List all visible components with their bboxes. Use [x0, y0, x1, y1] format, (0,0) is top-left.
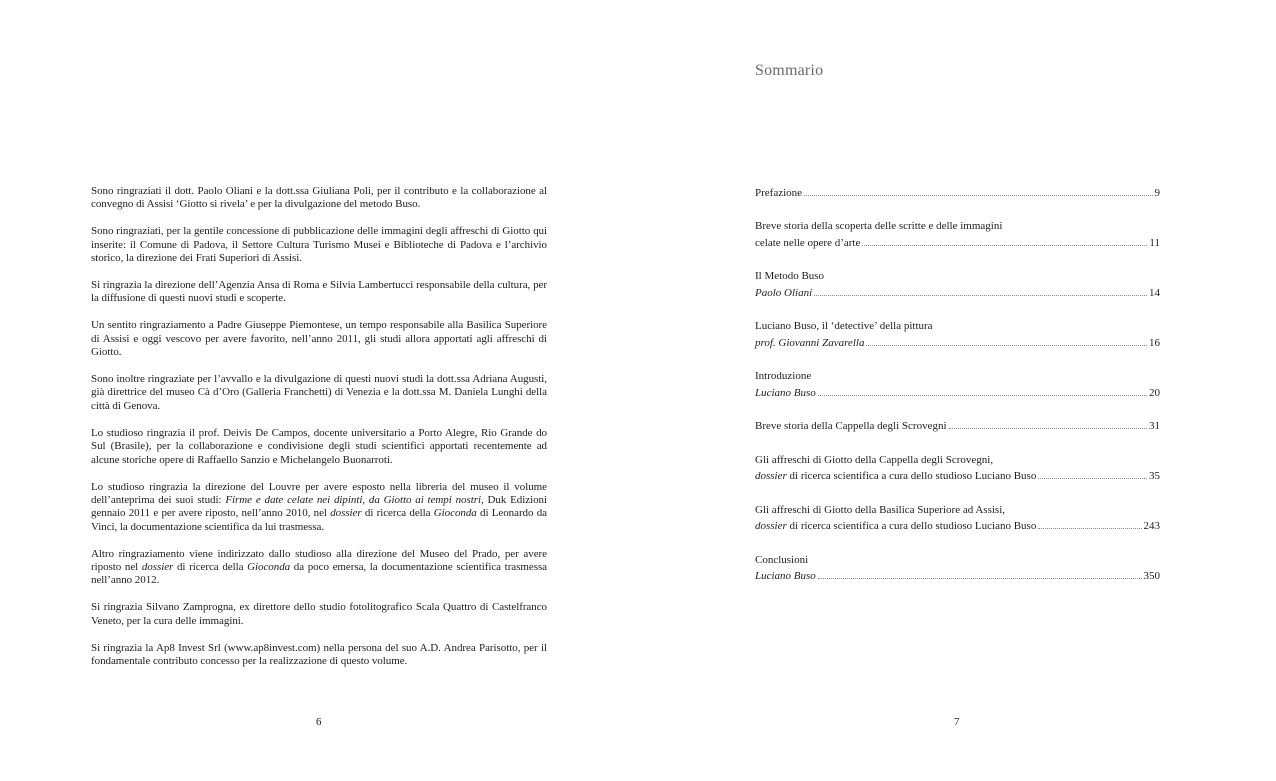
acknowledgement-paragraph: [91, 548, 547, 588]
paragraph-text: Sono ringraziati, per la gentile concessione di pubblicazione delle immagini degli affreschi di Giotto qui inserite: il Comune di Padova, il Settore Cultura Turismo Musei e Biblioteche di Padova e l’archivio storico, la direzione dei Frati Superiori di Assisi.: [91, 225, 547, 265]
acknowledgement-paragraph: [91, 185, 547, 212]
toc-page-number: 31: [1149, 420, 1160, 433]
toc-line: [755, 418, 1160, 435]
toc-page-number: 11: [1149, 236, 1160, 249]
paragraph-text: Sono inoltre ringraziate per l’avvallo e la divulgazione di questi nuovi studi la dott.ssa Adriana Augusti, già direttrice del museo Cà d’Oro (Galleria Franchetti) di Venezia e la dott.ssa M. Daniela Lunghi della città di Genova.: [91, 373, 547, 412]
toc-line: [755, 552, 1160, 569]
toc-page-number: 243: [1143, 520, 1160, 533]
paragraph-text: Un sentito ringraziamento a Padre Giuseppe Piemontese, un tempo responsabile alla Basilica Superiore di Assisi e oggi vescovo per avere favorito, nell’anno 2011, gli studi allora apportati agli affreschi di Giotto.: [91, 319, 547, 359]
dot-leader: [1038, 528, 1141, 529]
dot-leader: [818, 578, 1142, 579]
toc-entry: [755, 185, 1160, 202]
toc-entry: [755, 502, 1160, 535]
acknowledgement-paragraph: [91, 601, 547, 628]
toc-line: [755, 218, 1160, 235]
toc-text: Il Metodo Buso: [755, 270, 825, 283]
acknowledgement-paragraph: [91, 225, 547, 265]
paragraph-text: di Leonardo da Vinci, la documentazione scientifica da lui trasmessa.: [91, 507, 547, 533]
paragraph-text: Si ringrazia Silvano Zamprogna, ex direttore dello studio fotolitografico Scala Quattro di Castelfranco Veneto, per la cura delle immagini.: [91, 601, 547, 627]
acknowledgement-paragraph: [91, 642, 547, 669]
toc-text: Breve storia della Cappella degli Scrovegni: [755, 420, 947, 433]
toc-text: prof. Giovanni Zavarella: [755, 336, 865, 349]
toc-text: Gli affreschi di Giotto della Cappella degli Scrovegni,: [755, 453, 994, 466]
toc-title: Sommario: [755, 62, 824, 79]
dot-leader: [818, 395, 1147, 396]
paragraph-text: Si ringrazia la direzione dell’Agenzia Ansa di Roma e Silvia Lambertucci responsabile della cultura, per la diffusione di questi nuovi studi e scoperte.: [91, 279, 547, 305]
toc-italic-text: dossier: [755, 520, 787, 533]
toc-line: [755, 285, 1160, 302]
toc-text: Breve storia della scoperta delle scritte e delle immagini: [755, 220, 1003, 233]
toc-entry: [755, 218, 1160, 251]
acknowledgements: [91, 185, 547, 682]
toc-text: Paolo Oliani: [755, 286, 813, 299]
dot-leader: [862, 245, 1147, 246]
page-number-left: 6: [316, 716, 322, 728]
toc-page-number: 16: [1149, 336, 1160, 349]
acknowledgement-paragraph: [91, 279, 547, 306]
paragraph-text: di ricerca della: [361, 507, 434, 520]
acknowledgement-paragraph: [91, 427, 547, 467]
page-number-right: 7: [954, 716, 960, 728]
acknowledgement-paragraph: [91, 481, 547, 535]
acknowledgement-paragraph: [91, 319, 547, 359]
toc-line: [755, 335, 1160, 352]
toc-line: [755, 452, 1160, 469]
toc-entry: [755, 552, 1160, 585]
toc-entry: [755, 268, 1160, 301]
toc-page-number: 35: [1149, 470, 1160, 483]
toc-page-number: 350: [1143, 570, 1160, 583]
paragraph-text: Altro ringraziamento viene indirizzato dallo studioso alla direzione del Museo del Prado, per avere riposto nel: [91, 547, 547, 574]
dot-leader: [814, 295, 1147, 296]
paragraph-text: da poco emersa, la documentazione scientifica trasmessa nell’anno 2012.: [91, 561, 548, 587]
toc-text: Luciano Buso, il ‘detective’ della pittura: [755, 320, 933, 333]
paragraph-text: Lo studioso ringrazia il prof. Deivis De Campos, docente universitario a Porto Alegre, Rio Grande do Sul (Brasile), per la collaborazione e condivisione degli studi scientifici apportati recentemente ad alcune storiche opere di Raffaello Sanzio e Michelangelo Buonarroti.: [91, 426, 547, 466]
toc-text: Gli affreschi di Giotto della Basilica Superiore ad Assisi,: [755, 503, 1005, 516]
toc-text: Luciano Buso: [755, 570, 816, 583]
toc-text: di ricerca scientifica a cura dello studioso Luciano Buso: [786, 470, 1037, 483]
toc-entry: [755, 368, 1160, 401]
toc-text: Introduzione: [755, 370, 812, 383]
toc-page-number: 9: [1154, 187, 1160, 199]
paragraph-text: Si ringrazia la Ap8 Invest Srl (www.ap8invest.com) nella persona del suo A.D. Andrea Parisotto, per il fondamentale contributo concesso per la realizzazione di questo volume.: [91, 641, 547, 668]
toc-text: celate nelle opere d’arte: [755, 236, 861, 249]
toc-line: [755, 318, 1160, 335]
right-page: [638, 0, 1276, 781]
italic-text: dossier: [330, 507, 362, 520]
acknowledgement-paragraph: [91, 373, 547, 413]
dot-leader: [949, 428, 1147, 429]
dot-leader: [866, 345, 1147, 346]
toc-line: [755, 185, 1160, 202]
toc-line: [755, 235, 1160, 252]
toc-text: di ricerca scientifica a cura dello studioso Luciano Buso: [786, 520, 1037, 533]
toc-line: [755, 385, 1160, 402]
toc-line: [755, 268, 1160, 285]
toc-entry: [755, 418, 1160, 435]
toc-entry: [755, 318, 1160, 351]
paragraph-text: Duk Edizioni gennaio 2011 e per avere riposto, nell’anno 2010, nel: [91, 493, 547, 520]
toc-entry: [755, 452, 1160, 485]
toc-page-number: 20: [1149, 386, 1160, 399]
toc-italic-text: dossier: [755, 470, 787, 483]
toc-page-number: 14: [1149, 286, 1160, 299]
toc-line: [755, 368, 1160, 385]
paragraph-text: di ricerca della: [173, 561, 248, 574]
toc-text: Luciano Buso: [755, 386, 816, 399]
paragraph-text: Lo studioso ringrazia la direzione del Louvre per avere esposto nella libreria del museo il volume dell’anteprima dei suoi studi:: [91, 480, 547, 506]
toc-line: [755, 518, 1160, 535]
italic-text: dossier: [141, 561, 174, 574]
italic-text: Firme e date celate nei dipinti, da Giotto ai tempi nostri,: [225, 493, 484, 506]
toc-text: Prefazione: [755, 187, 803, 199]
toc-line: [755, 502, 1160, 519]
table-of-contents: [755, 185, 1160, 602]
toc-line: [755, 568, 1160, 585]
dot-leader: [1038, 478, 1147, 479]
italic-text: Gioconda: [247, 561, 291, 574]
toc-text: Conclusioni: [755, 553, 809, 566]
paragraph-text: Sono ringraziati il dott. Paolo Oliani e la dott.ssa Giuliana Poli, per il contributo e la collaborazione al convegno di Assisi ‘Giotto si rivela’ e per la divulgazione del metodo Buso.: [91, 185, 547, 211]
italic-text: Gioconda: [433, 507, 477, 520]
dot-leader: [804, 195, 1152, 196]
toc-line: [755, 468, 1160, 485]
